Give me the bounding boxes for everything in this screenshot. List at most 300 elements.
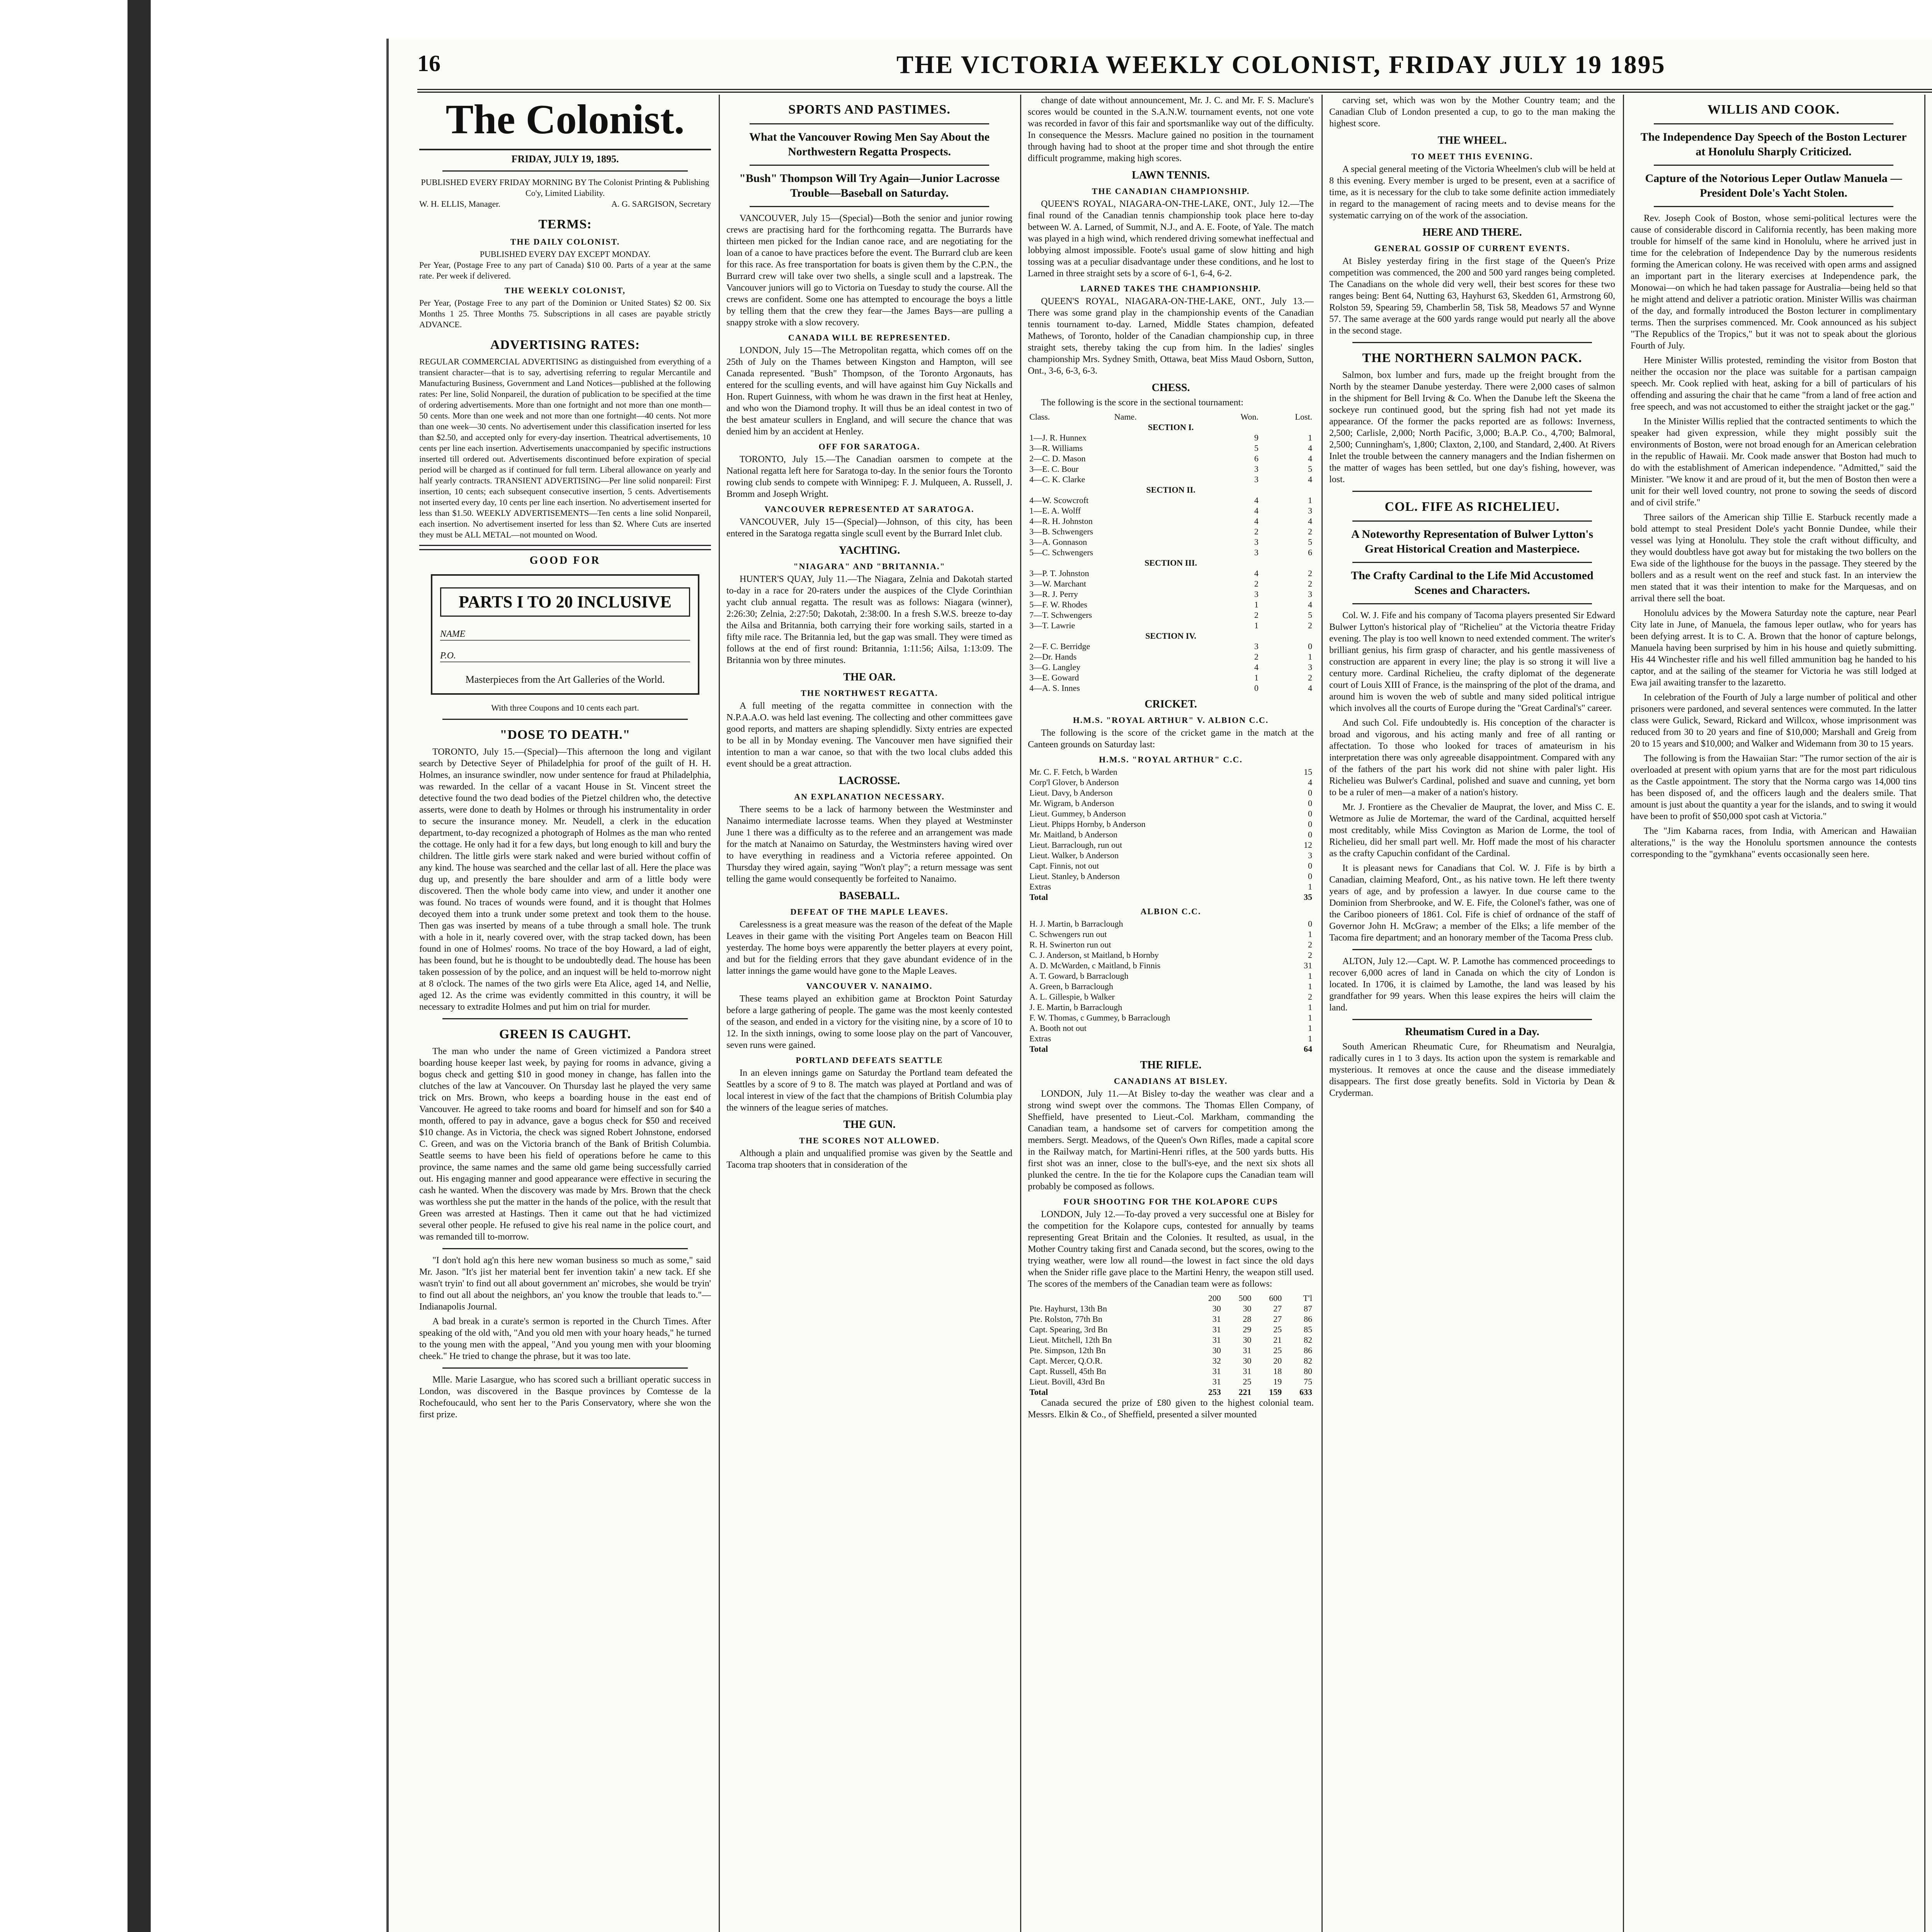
table-row (1028, 829, 1314, 840)
page-number: 16 (417, 51, 440, 76)
subheading: CANADA WILL BE REPRESENTED. (788, 333, 951, 342)
table-row (1028, 881, 1314, 892)
story-body: The man who under the name of Green victimized a Pandora street boarding house keeper last week, by paying for rooms in advance, giving a bogus check and getting $10 in good money in change, has fallen into the clutches of the law at Vancouver. On Thursday last he played the very same trick on Mrs. Brown, who keeps a boarding house in the east end of Vancouver. He agreed to take rooms and board for himself and son for $40 a month, offered to pay in advance, gave a bogus check for $50 and received $10 change. As in Victoria, the check was signed Robert Johnstone, endorsed C. Green, and was on the Victoria branch of the Bank of British Columbia. Seattle seems to have been his field of operations before he came to this province, the same names and the same old game being successfully carried out. His engaging manner and good appearance were effective in securing the cash he wanted. When the discovery was made by Mrs. Brown that the check was worthless she put the matter in the hands of the police, with the result that Green was arrested at Hastings. Then it came out that he had victimized several other people. He refused to give his real name in the police court, and was remanded till to-morrow. (419, 1046, 711, 1242)
story-body: LONDON, July 11.—At Bisley to-day the weather was clear and a strong wind swept over the commons. The Thomas Ellen Company, of Sheffield, have presented to Lieut.-Col. Markham, commanding the Canadian team, a handsome set of carvers for competition among the members. Sergt. Meadows, of the Queen's Own Rifles, made a capital score in the Railway match, for Martini-Henri rifles, at the 500 yards butts. His first shot was an inner, close to the bull's-eye, and the next six shots all plunked the centre. In the tie for the Kolapore cups the Canadian team will probably be composed as follows. (1028, 1089, 1314, 1192)
player-name: Pte. Hayhurst, 13th Bn (1029, 1304, 1107, 1313)
publisher-info: PUBLISHED EVERY FRIDAY MORNING BY The Colonist Printing & Publishing Co'y, Limited Liability. (421, 177, 709, 198)
score-cell: 31 (1212, 1325, 1221, 1334)
story-body: Salmon, box lumber and furs, made up the freight brought from the North by the steamer Danube yesterday. There were 2,000 cases of salmon in the shipment for Bell Irving & Co. When the Danube left the Skeena the sockeye run continued good, but the spring fish had not yet made its appearance. Of the former the packs reported are as follows: Inverness, 2,500; Carlisle, 2,000; North Pacific, 3,000; B.A.P. Co., 4,700; Balmoral, 2,500; Cunningham's, 1,800; Claxton, 2,100, and Standard, 2,400. At Rivers Inlet the trouble between the cannery managers and the Indian fishermen on the matter of wages has been settled, but one day's fishing, however, was lost. (1329, 370, 1615, 485)
story-body: And such Col. Fife undoubtedly is. His conception of the character is broad and vigorous, and his acting manly and free of all ranting or affectation. To those who looked for traces of amateurism in his interpretation there was only agreeable disappointment. Compared with any of the fathers of the part his work did not shine with paler light. His Richelieu was Bulwer's Cardinal, polished and suave and cunning, yet born to be a ruler of men—a maker of a nation's history. (1329, 718, 1615, 798)
total-cell: 64 (1304, 1044, 1312, 1054)
table-row (1028, 610, 1314, 620)
story-body: "I don't hold ag'n this here new woman business so much as some," said Mr. Jason. "It's jist her material bent fer invention takin' a new tack. Ef she wasn't tryin' to find out all about government an' microbes, she would be tryin' to find out all about the neighbors, an' you know the trouble that leads to."—Indianapolis Journal. (419, 1255, 711, 1312)
score-cell: 3 (1308, 850, 1312, 860)
table-row (1028, 599, 1314, 610)
binding-shadow (128, 0, 151, 1932)
subheading: PORTLAND DEFEATS SEATTLE (796, 1055, 943, 1065)
score-cell: 2 (1308, 940, 1312, 949)
rifle-col-header: T'l (1303, 1293, 1312, 1303)
table-row (1028, 1324, 1314, 1335)
divider (1352, 1019, 1592, 1020)
player-name: Mr. Maitland, b Anderson (1029, 830, 1117, 839)
player-name: 3—R. J. Perry (1029, 589, 1078, 599)
score-cell: 25 (1243, 1377, 1252, 1386)
total-row (1028, 1387, 1314, 1397)
score-cell: 31 (1212, 1314, 1221, 1324)
games-lost: 2 (1308, 527, 1312, 536)
chess-table (1028, 412, 1314, 693)
section-heading: SPORTS AND PASTIMES. (788, 102, 951, 117)
column-rule (1623, 95, 1624, 1932)
column-3 (1028, 95, 1314, 1932)
games-won: 3 (1254, 589, 1259, 599)
story-body: In celebration of the Fourth of July a large number of political and other prisoners were pardoned, and several sentences were commuted. In the latter class were Gulick, Seward, Rickard and Willcox, whose imprisonment was reduced from 30 to 20 years and fine of $10,000; Marshall and Greig from 20 to 15 years and $10,000; and Walker and Widemann from 30 to 15 years. (1631, 692, 1917, 749)
table-row (1028, 568, 1314, 578)
chess-section-row (1028, 422, 1314, 432)
score-cell: 0 (1308, 809, 1312, 818)
chess-section-title: SECTION IV. (1145, 631, 1196, 641)
manager: W. H. ELLIS, Manager. (419, 199, 500, 209)
masthead: The Colonist. (419, 95, 711, 150)
chess-col-class: Class. (1029, 412, 1050, 422)
story-body: In the Minister Willis replied that the contracted sentiments to which the speaker had given expression, while they might possibly suit the environments of Boston, were not broad enough for an American celebration in the republic of Hawaii. Mr. Cook made answer that Boston had much to do with the establishment of American independence. "Admitted," said the Minister. "We know it and are proud of it, but the men of Boston then were a unit for their well loved country, not prone to sowing the seeds of discord and of civil strife." (1631, 417, 1917, 508)
divider (1352, 949, 1592, 950)
player-name: 2—Dr. Hands (1029, 652, 1077, 662)
subheading: VANCOUVER REPRESENTED AT SARATOGA. (764, 504, 975, 514)
total-cell: 159 (1269, 1387, 1282, 1397)
games-lost: 6 (1308, 548, 1312, 557)
score-cell: 30 (1212, 1304, 1221, 1313)
divider (1352, 520, 1592, 522)
subheading: DEFEAT OF THE MAPLE LEAVES. (790, 907, 949, 917)
good-for-label: GOOD FOR (529, 554, 601, 566)
story-heading: WILLIS AND COOK. (1708, 102, 1840, 117)
coupon-note: With three Coupons and 10 cents each part. (491, 703, 639, 713)
table-row (1028, 787, 1314, 798)
player-name: 5—C. Schwengers (1029, 548, 1093, 557)
divider (442, 1018, 688, 1019)
games-lost: 3 (1308, 662, 1312, 672)
score-cell: 0 (1308, 830, 1312, 839)
story-body: Rev. Joseph Cook of Boston, whose semi-political lectures were the cause of considerable discord in California recently, has been making more trouble for himself of the same kind in Honolulu, where he arrived just in time for the celebration of Independence Day by the numerous residents forming the American colony. He was received with open arms and assigned an important part in the literary exercises at Independence park, the Monowai—on which he had taken passage for Australia—being held so that he might attend and deliver a patriotic oration. Minister Willis was chairman of the day, and formally introduced the Boston lecturer in complimentary terms. Then the surprises commenced. Mr. Cook announced as his subject "The Republics of the Tropics," but it was not to speak about the glorious Fourth of July. (1631, 213, 1917, 351)
table-row (1028, 861, 1314, 871)
subheading: AN EXPLANATION NECESSARY. (794, 792, 945, 801)
table-row (1028, 443, 1314, 453)
table-row (1028, 1314, 1314, 1324)
games-lost: 5 (1308, 537, 1312, 547)
total-cell: 633 (1299, 1387, 1312, 1397)
score-cell: 29 (1243, 1325, 1252, 1334)
table-row (1028, 620, 1314, 631)
story-body: There seems to be a lack of harmony between the Westminster and Nanaimo intermediate lacrosse teams. When they played at Westminster June 1 there was a difficulty as to the referee and an arrangement was made for the match at Nanaimo on Saturday, the Westminsters having wired over to have everything in readiness and a Victoria referee appointed. On Thursday they wired again, saying "Won't play"; a return message was sent telling the game would consequently be forfeited to Nanaimo. (726, 804, 1012, 884)
sport-heading: CHESS. (1151, 382, 1190, 394)
newspaper-title: THE VICTORIA WEEKLY COLONIST, FRIDAY JULY 19 1895 (896, 51, 1666, 79)
player-name: 5—F. W. Rhodes (1029, 600, 1087, 609)
table-row (1028, 672, 1314, 683)
score-cell: 30 (1243, 1356, 1252, 1366)
table-row (1028, 1002, 1314, 1012)
games-lost: 4 (1308, 443, 1312, 453)
divider (1352, 603, 1592, 604)
games-lost: 2 (1308, 568, 1312, 578)
games-lost: 3 (1308, 506, 1312, 515)
story-body: LONDON, July 15—The Metropolitan regatta, which comes off on the 25th of July on the Thames between Kingston and Hampton, will see Canada represented. "Bush" Thompson, of the Toronto Argonauts, has entered for the sculling events, and will have against him Guy Nickalls and Hon. Rupert Guinness, with whom he was drawn in the first heat at Henley, and who won the Diamond trophy. It will thus be an ideal contest in two of the best amateur scullers in England, and will secure the chance that was denied him by an accident at Henley. (726, 345, 1012, 437)
deck: What the Vancouver Rowing Men Say About the Northwestern Regatta Prospects. (749, 131, 990, 158)
story-body: Honolulu advices by the Mowera Saturday note the capture, near Pearl City late in June, of Manuela, the famous leper outlaw, who for years has been defying arrest. It is to C. A. Brown that the honor of capture belongs, Manuela having been surprised by him in his house and quietly submitting. His 44 Winchester rifle and his well filled ammunition bag he handed to his captor, and at the sailing of the steamer for Victoria he was still lodged at Ewa jail awaiting transfer to the lazaretto. (1631, 608, 1917, 688)
player-name: C. Schwengers run out (1029, 929, 1107, 939)
player-name: Mr. Wigram, b Anderson (1029, 798, 1114, 808)
games-lost: 3 (1308, 589, 1312, 599)
total-cell: Total (1029, 892, 1048, 902)
score-cell: 25 (1273, 1325, 1282, 1334)
games-lost: 0 (1308, 641, 1312, 651)
table-row (1028, 840, 1314, 850)
chess-section-row (1028, 485, 1314, 495)
score-cell: 82 (1304, 1356, 1312, 1366)
table-row (1028, 1012, 1314, 1023)
sport-heading: THE RIFLE. (1140, 1059, 1202, 1071)
table-row (1028, 960, 1314, 971)
deck: "Bush" Thompson Will Try Again—Junior Lacrosse Trouble—Baseball on Saturday. (739, 172, 1000, 199)
ad-body: South American Rheumatic Cure, for Rheumatism and Neuralgia, radically cures in 1 to 3 days. Its action upon the system is remarkable and mysterious. It removes at once the cause and the disease immediately disappears. The first dose greatly benefits. Sold in Victoria by Dean & Cryderman. (1329, 1042, 1615, 1098)
subheading: "NIAGARA" AND "BRITANNIA." (793, 561, 946, 571)
player-name: Capt. Finnis, not out (1029, 861, 1099, 871)
chess-section-row (1028, 631, 1314, 641)
player-name: 3—E. C. Bour (1029, 464, 1079, 474)
subheading: H.M.S. "ROYAL ARTHUR" V. ALBION C.C. (1073, 715, 1269, 725)
player-name: A. T. Goward, b Barraclough (1029, 971, 1129, 981)
story-heading: GREEN IS CAUGHT. (499, 1027, 631, 1041)
score-cell: 2 (1308, 950, 1312, 960)
score-cell: 85 (1304, 1325, 1312, 1334)
games-won: 2 (1254, 527, 1259, 536)
score-cell: 4 (1308, 777, 1312, 787)
score-cell: 1 (1308, 1034, 1312, 1043)
player-name: 3—W. Marchant (1029, 579, 1087, 588)
score-cell: 30 (1243, 1335, 1252, 1345)
sport-heading: CRICKET. (1145, 698, 1197, 710)
player-name: 3—A. Gonnason (1029, 537, 1087, 547)
divider (1352, 342, 1592, 343)
table-row (1028, 992, 1314, 1002)
player-name: F. W. Thomas, c Gummey, b Barraclough (1029, 1013, 1170, 1022)
player-name: R. H. Swinerton run out (1029, 940, 1111, 949)
sport-heading: LAWN TENNIS. (1132, 169, 1210, 181)
story-body: TORONTO, July 15.—The Canadian oarsmen to compete at the National regatta left here for Saratoga to-day. In the senior fours the Toronto rowing club sends to compete with Winnipeg: F. J. Mulqueen, A. Russell, J. Bromm and Joseph Wright. (726, 454, 1012, 499)
games-won: 4 (1254, 495, 1259, 505)
score-cell: 21 (1273, 1335, 1282, 1345)
page-header (417, 46, 1932, 93)
left-margin (0, 0, 128, 1932)
score-cell: 87 (1304, 1304, 1312, 1313)
games-lost: 4 (1308, 683, 1312, 693)
player-name: Pte. Rolston, 77th Bn (1029, 1314, 1102, 1324)
games-lost: 4 (1308, 600, 1312, 609)
games-won: 5 (1254, 443, 1259, 453)
rifle-col-header: 200 (1208, 1293, 1221, 1303)
score-cell: 0 (1308, 798, 1312, 808)
table-row (1028, 1303, 1314, 1314)
deck: The Independence Day Speech of the Boston Lecturer at Honolulu Sharply Criticized. (1640, 131, 1907, 158)
story-body: A full meeting of the regatta committee in connection with the N.P.A.A.O. was held last evening. The collecting and other committees gave good reports, and matters are shaping splendidly. Sixty entries are expected to be all in by Monday evening. The Vancouver men have signified their intention to man a war canoe, so that with the two local clubs added this event should be a great attraction. (726, 701, 1012, 769)
score-cell: 75 (1304, 1377, 1312, 1386)
score-cell: 28 (1243, 1314, 1252, 1324)
score-cell: 82 (1304, 1335, 1312, 1345)
divider (750, 123, 989, 124)
table-row (1028, 767, 1314, 777)
score-cell: 31 (1243, 1366, 1252, 1376)
sport-heading: THE GUN. (843, 1119, 896, 1131)
story-body: It is pleasant news for Canadians that Col. W. J. Fife is by birth a Canadian, claiming Meaford, Ont., as his native town. He left there twenty years of age, and by profession a lawyer. In due course came to the Dominion from Sherbrooke, and W. E. Fife, the Colonel's father, was one of the Cariboo pioneers of 1861. Col. Fife is chief of ordnance of the staff of Governor John H. McGraw; a member of the Elks; a life member of the Tacoma fire department; and an honorary member of the Tacoma Press club. (1329, 863, 1615, 943)
story-body: Mr. J. Frontiere as the Chevalier de Mauprat, the lover, and Miss C. E. Wetmore as Julie de Mortemar, the ward of the Cardinal, acquitted herself most creditably, while Miss Covington as Marion de Lorme, the tool of Richelieu, did her small part well. Mr. Hoff made the most of his character as the crafty Capuchin confidant of the Cardinal. (1329, 802, 1615, 859)
games-lost: 4 (1308, 454, 1312, 463)
games-won: 0 (1254, 683, 1259, 693)
player-name: Extras (1029, 1034, 1051, 1043)
divider (442, 1248, 688, 1249)
score-cell: 30 (1212, 1345, 1221, 1355)
table-row (1028, 651, 1314, 662)
score-cell: 27 (1273, 1304, 1282, 1313)
player-name: 1—J. R. Hunnex (1029, 433, 1087, 442)
table-row (1028, 777, 1314, 787)
story-body: At Bisley yesterday firing in the first stage of the Queen's Prize competition was commenced, the 200 and 500 yard ranges being completed. The Canadians on the whole did very well, their best scores for these two ranges being: Bent 64, Nutting 63, Hayhurst 63, Skedden 61, Armstrong 60, Rolston 59, Spearing 59, Chamberlin 58, Tisk 58, Meadows 57 and Wynne 57. The same average at the 600 yards range would put nearly all the above in the second stage. (1329, 256, 1615, 336)
story-body: carving set, which was won by the Mother Country team; and the Canadian Club of London presented a cup, to go to the man making the highest score. (1329, 95, 1615, 129)
player-name: Capt. Russell, 45th Bn (1029, 1366, 1106, 1376)
player-name: Capt. Mercer, Q.O.R. (1029, 1356, 1103, 1366)
deck: A Noteworthy Representation of Bulwer Lytton's Great Historical Creation and Masterpiece. (1351, 528, 1594, 555)
games-won: 2 (1254, 579, 1259, 588)
score-cell: 1 (1308, 981, 1312, 991)
score-cell: 19 (1273, 1377, 1282, 1386)
story-body: Although a plain and unqualified promise was given by the Seattle and Tacoma trap shooters that in consideration of the (726, 1148, 1012, 1170)
table-row (1028, 432, 1314, 443)
score-cell: 18 (1273, 1366, 1282, 1376)
player-name: 3—R. Williams (1029, 443, 1083, 453)
player-name: H. J. Martin, b Barraclough (1029, 919, 1123, 929)
table-row (1028, 1335, 1314, 1345)
score-cell: 1 (1308, 1023, 1312, 1033)
advertising-text: REGULAR COMMERCIAL ADVERTISING as distinguished from everything of a transient character—that is to say, advertising referring to regular Mercantile and Manufacturing Business, Government and Land Notices—published at the following rates: Per line, Solid Nonpareil, the duration of publication to be specified at the time of ordering advertisements. More than one fortnight and not more than one month—50 cents. More than one week and not more than one fortnight—40 cents. Not more than one week—30 cents. No advertisement under this classification inserted for less than $2.50, and accepted only for every-day insertion. Theatrical advertisements, 10 cents per line each insertion. Advertisements unaccompanied by specific instructions inserted till ordered out. Advertisements discontinued before expiration of special period will be charged as if continued for full term. Liberal allowance on yearly and half yearly contracts. TRANSIENT ADVERTISING—Per line solid nonpareil: First insertion, 10 cents; each subsequent consecutive insertion, 5 cents. Advertisements not inserted every day, 10 cents per line each insertion. No advertisement inserted for less than $1.50. WEEKLY ADVERTISEMENTS—Ten cents a line solid Nonpareil, each insertion. No advertisement inserted for less than $2. Where Cuts are inserted they must be ALL METAL—not mounted on Wood. (419, 357, 711, 539)
games-won: 1 (1254, 673, 1259, 682)
section-heading: HERE AND THERE. (1422, 226, 1522, 238)
coupon-po-field: P.O. (440, 650, 690, 662)
games-lost: 5 (1308, 610, 1312, 620)
story-body: LONDON, July 12.—To-day proved a very successful one at Bisley for the competition for the Kolapore cups, contested for annually by teams representing Great Britain and the Colonies. It resulted, as usual, in the Mother Country taking first and Canada second, but the scores, owing to the trying weather, were low all round—the lowest in fact since the old days when the Snider rifle gave place to the Martini Henry, the weapon still used. The scores of the members of the Canadian team were as follows: (1028, 1209, 1314, 1289)
divider (442, 1367, 688, 1369)
player-name: J. E. Martin, b Barraclough (1029, 1002, 1122, 1012)
terms-heading: TERMS: (538, 217, 592, 231)
story-body: Canada secured the prize of £80 given to the highest colonial team. Messrs. Elkin & Co., of Sheffield, presented a silver mounted (1028, 1398, 1314, 1420)
table-row (1028, 918, 1314, 929)
table-row (1028, 464, 1314, 474)
player-name: 3—G. Langley (1029, 662, 1080, 672)
table-row (1028, 871, 1314, 881)
table-row (1028, 1366, 1314, 1376)
games-lost: 1 (1308, 652, 1312, 662)
table-row (1028, 808, 1314, 819)
games-lost: 1 (1308, 495, 1312, 505)
rifle-table (1028, 1293, 1314, 1397)
total-row (1028, 892, 1314, 902)
daily-terms: Per Year, (Postage Free to any part of Canada) $10 00. Parts of a year at the same rate. Per week if delivered. (419, 260, 711, 281)
story-body: change of date without announcement, Mr. J. C. and Mr. F. S. Maclure's scores would be counted in the S.A.N.W. tournament events, not one vote was recorded in favor of this fair and sportsmanlike way out of the difficulty. In consequence the Messrs. Maclure gained no position in the tournament through having had to shoot at the proper time and shot through the entire difficult programme, making high scores. (1028, 95, 1314, 163)
weekly-terms: Per Year, (Postage Free to any part of the Dominion or United States) $2 00. Six Months 1 25. Three Months 75. Subscriptions in all cases are payable strictly ADVANCE. (419, 298, 711, 329)
score-cell: 0 (1308, 919, 1312, 929)
player-name: Lieut. Phipps Hornby, b Anderson (1029, 819, 1146, 829)
player-name: Lieut. Stanley, b Anderson (1029, 871, 1120, 881)
chess-header-row (1028, 412, 1314, 422)
games-won: 3 (1254, 537, 1259, 547)
score-cell: 31 (1212, 1377, 1221, 1386)
games-won: 1 (1254, 600, 1259, 609)
table-row (1028, 850, 1314, 861)
table-row (1028, 453, 1314, 464)
player-name: 3—T. Lawrie (1029, 621, 1075, 630)
player-name: 3—E. Goward (1029, 673, 1079, 682)
player-name: 7—T. Schwengers (1029, 610, 1092, 620)
chess-col-won: Won. (1240, 412, 1259, 422)
story-body: HUNTER'S QUAY, July 11.—The Niagara, Zelnia and Dakotah started to-day in a race for 20-raters under the auspices of the Clyde Corinthian yacht club annual regatta. The result was as follows: Niagara (winner), 2:26:30; Zelnia, 2:27:50; Dakotah, 2:38:00. In a fresh S.W.S. breeze to-day the Ailsa and Britannia, both carrying their fore working sails, started in a fifty mile race. The Britannia led, but the gap was small. They were timed as follows at the end of first round: Britannia, 1:11:56; Ailsa, 1:13:09. The Britannia won by three minutes. (726, 574, 1012, 665)
column-rule (719, 95, 720, 1932)
cricket-table-team1 (1028, 767, 1314, 902)
table-row (1028, 1376, 1314, 1387)
story-heading: COL. FIFE AS RICHELIEU. (1384, 500, 1560, 514)
rifle-col-header (1028, 1293, 1192, 1303)
table-row (1028, 819, 1314, 829)
games-lost: 2 (1308, 673, 1312, 682)
player-name: 1—E. A. Wolff (1029, 506, 1081, 515)
story-body: Three sailors of the American ship Tillie E. Starbuck recently made a bold attempt to steal President Dole's yacht Bonnie Dundee, while their vessel was lying at Honolulu. They stole the craft without difficulty, and they would doubtless have got away but for mistaking the two bollers on the Ewa side of the lighthouse for the buoys in the passage. They steered by the bollers and as a result went on the reef and stuck fast. In an interview the men stated that it was their intention to make for the Marquesas, and on arrival there sell the boat. (1631, 512, 1917, 604)
subheading: CANADIANS AT BISLEY. (1114, 1076, 1228, 1086)
games-won: 4 (1254, 506, 1259, 515)
score-cell: 20 (1273, 1356, 1282, 1366)
total-cell: 253 (1208, 1387, 1221, 1397)
games-won: 3 (1254, 464, 1259, 474)
chess-section-row (1028, 558, 1314, 568)
story-body: TORONTO, July 15.—(Special)—This afternoon the long and vigilant search by Detective Seyer of Philadelphia for proof of the guilt of H. H. Holmes, an insurance swindler, now under sentence for fraud at Philadelphia, was rewarded. In the cellar of a vacant House in St. Vincent street the detective found the two dead bodies of the Pietzel children who, the detective asserts, were done to death by Holmes or through his instrumentality in order to secure the insurance money. Mr. Neudell, a clerk in the education department, to-day recognized a photograph of Holmes as the man who rented the cottage. He only had it for a few days, but long enough to kill and bury the children. The little girls were stark naked and were buried without coffin of any kind. The house was searched and the cellar last of all. Here the place was dug up, and presently the bare shoulder and arm of a little body were discovered. Then the whole body came into view, and under it another one was found. No traces of wounds were found, and it is thought that Holmes decoyed them into a trunk under some pretext and took them to the house. Then gas was inserted by means of a tube through a small hole. The trunk with a hole in it, nearly covered over, with the strap tacked down, has been found in one of Holmes' rooms. No trace of the boy Howard, a lad of eight, has been found, but he is thought to be undoubtedly dead. The house has been taken possession of by the police, and an inquest will be held to-morrow night at 8 o'clock. The names of the two girls were Eta Alice, aged 14, and Nellie, aged 12. As the crime was evidently committed in this country, it will be necessary to extradite Holmes and put him on trial for murder. (419, 747, 711, 1012)
games-lost: 2 (1308, 579, 1312, 588)
player-name: Lieut. Gummey, b Anderson (1029, 809, 1126, 818)
player-name: Lieut. Walker, b Anderson (1029, 850, 1119, 860)
rifle-col-header: 500 (1238, 1293, 1252, 1303)
subheading: THE SCORES NOT ALLOWED. (799, 1136, 940, 1145)
story-body: Col. W. J. Fife and his company of Tacoma players presented Sir Edward Bulwer Lytton's historical play of "Richelieu" at the Victoria theatre Friday evening. The play is too well known to need extended comment. The writer's brilliant genius, his firm grasp of character, and his gentle massiveness of construction are apparent in every line; the play is so strong it will live a century more. Cardinal Richelieu, the crafty diplomat of the degenerate court of Louis XIII of France, is the mainspring of the plot of the drama, and around him is woven the web of subtle and many sided political intrigue which involves all the courts of Europe during the "Great Cardinal's" career. (1329, 611, 1615, 713)
story-body: VANCOUVER, July 15—(Special)—Both the senior and junior rowing crews are practising hard for the forthcoming regatta. The Burrards have thirteen men picked for the Indian canoe race, and are negotiating for the loan of a canoe to have practices before the event. The Burrard club are keen for this race. As free transportation for boats is given them by the C.P.N., the Burrard crew will take over two shells, a single scull and a lapstreak. The Vancouver juniors will go to Victoria on Tuesday to study the course. All the crews are confident. Some one has attempted to encourage the boys a little by telling them that the crew they fear—the James Bays—are pulling a snappy stroke with a slow recovery. (726, 213, 1012, 328)
cricket-intro: The following is the score of the cricket game in the match at the Canteen grounds on Saturday last: (1028, 728, 1314, 750)
daily-sub: PUBLISHED EVERY DAY EXCEPT MONDAY. (480, 249, 651, 259)
games-lost: 4 (1308, 474, 1312, 484)
score-cell: 1 (1308, 1002, 1312, 1012)
total-cell: 221 (1238, 1387, 1252, 1397)
story-heading: THE NORTHERN SALMON PACK. (1362, 351, 1582, 365)
table-row (1028, 1355, 1314, 1366)
column-5 (1631, 95, 1917, 1932)
divider (1654, 206, 1893, 207)
score-cell: 86 (1304, 1345, 1312, 1355)
subheading: LARNED TAKES THE CHAMPIONSHIP. (1080, 284, 1261, 293)
advertising-heading: ADVERTISING RATES: (490, 338, 640, 352)
total-row (1028, 1044, 1314, 1054)
total-cell: Total (1029, 1387, 1048, 1397)
player-name: Lieut. Mitchell, 12th Bn (1029, 1335, 1112, 1345)
score-cell: 0 (1308, 819, 1312, 829)
cricket-table-team2 (1028, 918, 1314, 1054)
table-row (1028, 950, 1314, 960)
total-cell: Total (1029, 1044, 1048, 1054)
player-name: Capt. Spearing, 3rd Bn (1029, 1325, 1108, 1334)
table-row (1028, 1345, 1314, 1355)
score-cell: 31 (1212, 1335, 1221, 1345)
table-row (1028, 516, 1314, 526)
player-name: Corp'l Glover, b Anderson (1029, 777, 1119, 787)
divider (1352, 491, 1592, 492)
chess-section-title: SECTION II. (1146, 485, 1196, 495)
games-lost: 4 (1308, 516, 1312, 526)
player-name: Pte. Simpson, 12th Bn (1029, 1345, 1106, 1355)
story-body: Mlle. Marie Lasargue, who has scored such a brilliant operatic success in London, was discovered in the Basque provinces by Comtesse de la Rochefoucauld, who sent her to the Paris Conservatory, where she won the first prize. (419, 1375, 711, 1420)
player-name: Lieut. Bovill, 43rd Bn (1029, 1377, 1105, 1386)
score-cell: 1 (1308, 929, 1312, 939)
divider (419, 545, 711, 550)
score-cell: 31 (1212, 1366, 1221, 1376)
story-heading: "DOSE TO DEATH." (500, 728, 631, 742)
player-name: 4—R. H. Johnston (1029, 516, 1093, 526)
table-row (1028, 971, 1314, 981)
table-row (1028, 641, 1314, 651)
table-row (1028, 939, 1314, 950)
sport-heading: THE OAR. (843, 671, 896, 683)
story-body: These teams played an exhibition game at Brockton Point Saturday before a large gathering of people. The game was the most keenly contested of the season, and ended in a victory for the visiting nine, by a score of 10 to 12. In the sixth innings, owing to some loose play on the part of Vancouver, seven runs were gained. (726, 994, 1012, 1050)
games-lost: 5 (1308, 464, 1312, 474)
table-row (1028, 505, 1314, 516)
story-body: In an eleven innings game on Saturday the Portland team defeated the Seattles by a score of 9 to 8. The match was played at Portland and was of local interest in view of the fact that the champions of British Columbia play the winners of the league series of matches. (726, 1068, 1012, 1113)
coupon-footer: Masterpieces from the Art Galleries of the World. (465, 674, 665, 685)
table-row (1028, 662, 1314, 672)
player-name: A. Green, b Barraclough (1029, 981, 1113, 991)
story-body: Carelessness is a great measure was the reason of the defeat of the Maple Leaves in their game with the visiting Port Angeles team on Beacon Hill yesterday. The home boys were apparently the better players at every point, and but for the fielding errors that they gave abundant evidence of in the latter innings the game would have gone to the Maple Leaves. (726, 920, 1012, 976)
story-body: The "Jim Kabarna races, from India, with American and Hawaiian alterations," is the way the Honolulu sportsmen announce the contests corresponding to the "gymkhana" events occasionally seen here. (1631, 826, 1917, 859)
table-row (1028, 981, 1314, 992)
table-row (1028, 1033, 1314, 1044)
chess-col-name: Name. (1114, 412, 1137, 422)
column-rule (1924, 95, 1925, 1932)
games-lost: 2 (1308, 621, 1312, 630)
player-name: Lieut. Barraclough, run out (1029, 840, 1122, 850)
dateline: FRIDAY, JULY 19, 1895. (511, 153, 619, 165)
coupon-name-field: NAME (440, 628, 690, 641)
divider (1654, 123, 1893, 124)
table-row (1028, 578, 1314, 589)
score-cell: 32 (1212, 1356, 1221, 1366)
score-cell: 1 (1308, 1013, 1312, 1022)
table-row (1028, 683, 1314, 693)
story-body: The following is from the Hawaiian Star: "The rumor section of the air is overloaded at present with opium yarns that are for the most part ridiculous as the Castle appointment. The story that the Norma cargo was 14,000 tins has been disposed of, and the officers laugh and the dealers smile. That amount is just about the quantity a year for the islands, and to swing it would have been to profit of $50,000 spot cash at Victoria." (1631, 753, 1917, 821)
player-name: 4—C. K. Clarke (1029, 474, 1085, 484)
table-row (1028, 589, 1314, 599)
story-body: QUEEN'S ROYAL, NIAGARA-ON-THE-LAKE, ONT., July 12.—The final round of the Canadian tennis championship took place here to-day between W. A. Larned, of Summit, N.J., and A. E. Foote, of Yale. The match was played in a high wind, which rendered driving somewhat ineffectual and lobbying almost impossible. Foote's usual game of slow hitting and high tossing was at a peculiar disadvantage under these conditions, and he lost to Larned in three straight sets by a score of 6-1, 6-4, 6-2. (1028, 199, 1314, 279)
player-name: A. L. Gillespie, b Walker (1029, 992, 1115, 1002)
table-row (1028, 798, 1314, 808)
divider (750, 165, 989, 166)
games-won: 3 (1254, 641, 1259, 651)
player-name: Extras (1029, 882, 1051, 891)
sport-heading: THE WHEEL. (1437, 134, 1507, 146)
score-cell: 25 (1273, 1345, 1282, 1355)
daily-heading: THE DAILY COLONIST. (510, 237, 620, 247)
player-name: 4—W. Scowcroft (1029, 495, 1089, 505)
score-cell: 27 (1273, 1314, 1282, 1324)
story-body: A special general meeting of the Victoria Wheelmen's club will be held at 8 this evening. Every member is urged to be present, even at a sacrifice of time, as it is necessary for the club to take some definite action immediately in regard to the management of racing meets and to devise means for the systematic carrying on of the work of the association. (1329, 164, 1615, 221)
